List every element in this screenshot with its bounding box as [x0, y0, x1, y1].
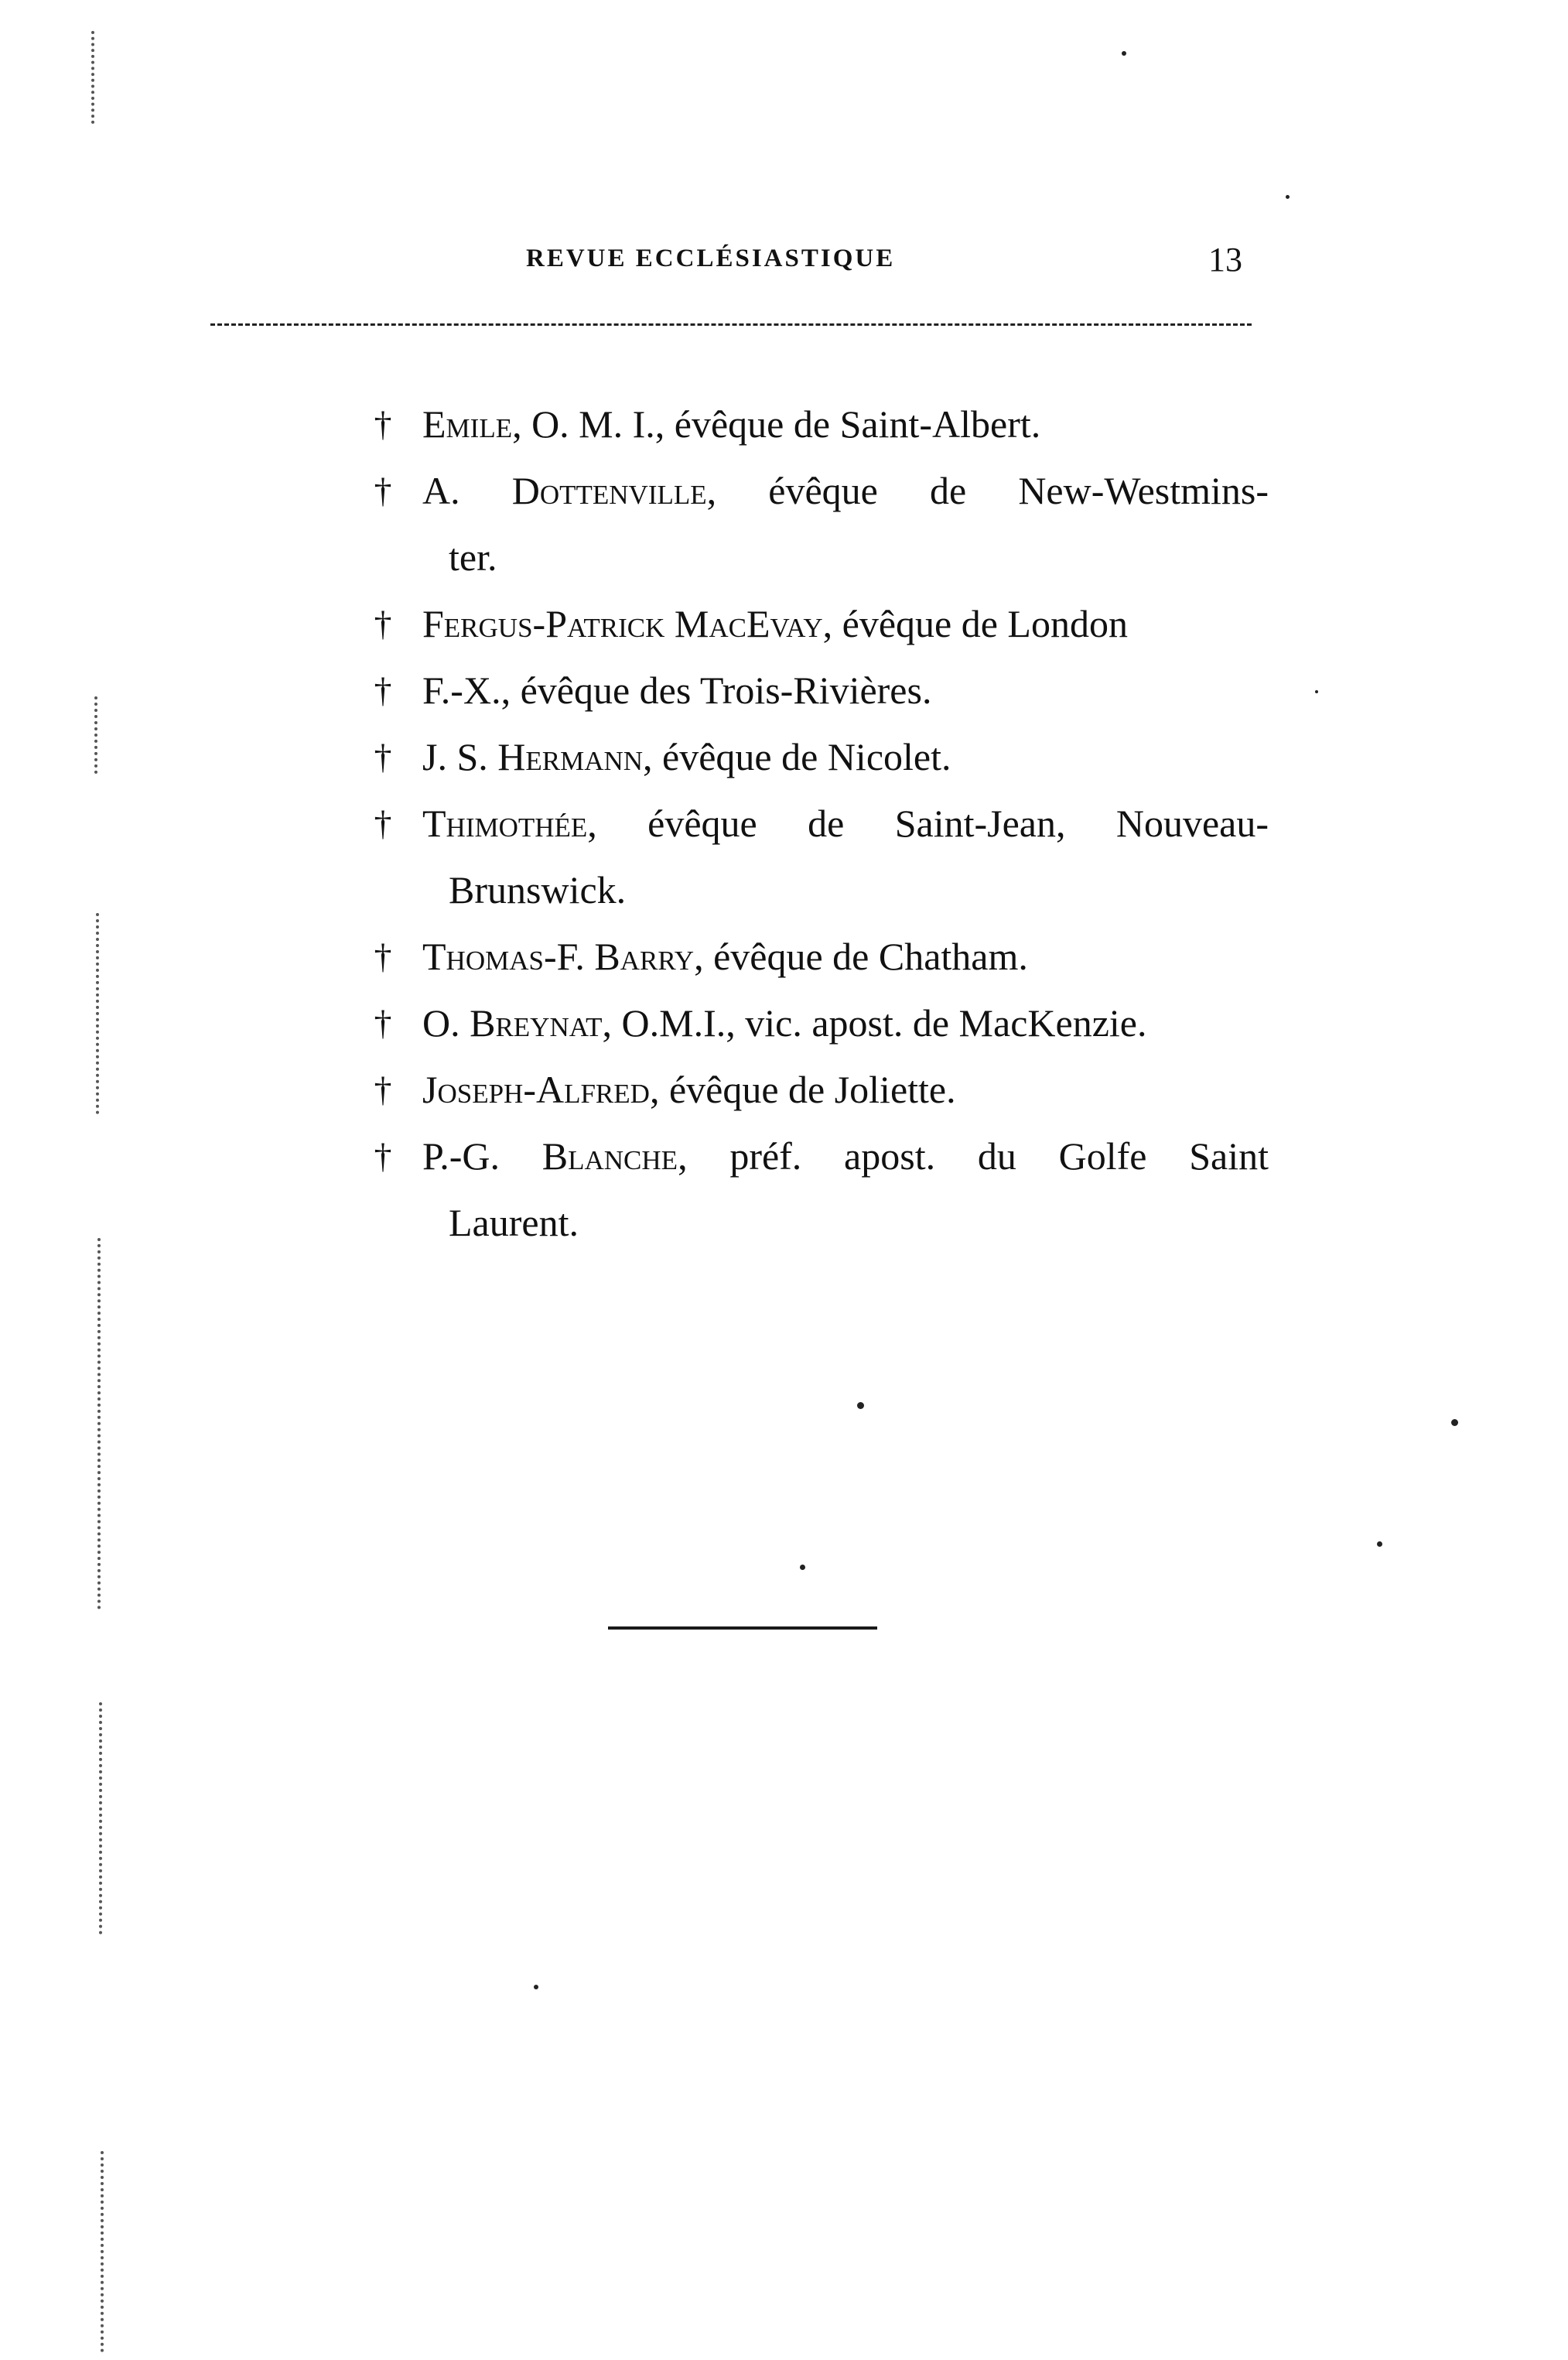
entry-continuation: ter.: [449, 535, 497, 579]
entry-name: Dottenville: [511, 469, 707, 512]
margin-artifact: [97, 1238, 104, 1609]
entry-name: Thomas-F. Barry: [422, 935, 695, 978]
entry-line: [422, 990, 1269, 1056]
list-item: [364, 723, 1269, 790]
list-item: [364, 391, 1269, 457]
header-rule: [210, 323, 1252, 326]
list-item: [364, 790, 1269, 923]
entry-text: , évêque de New-Westmins-: [706, 469, 1269, 512]
entry-name: Joseph-Alfred: [422, 1068, 650, 1111]
entry-line: [422, 590, 1269, 657]
scan-speck: [1315, 690, 1318, 693]
margin-artifact: [101, 2151, 107, 2352]
entry-text: F.-X., évêque des Trois-Rivières.: [422, 669, 932, 712]
entry-prefix: P.-G.: [422, 1134, 542, 1178]
entry-line: [422, 657, 1269, 723]
cross-icon: †: [374, 803, 392, 843]
entry-continuation: Laurent.: [449, 1201, 579, 1244]
entry-text: , évêque de Saint-Jean, Nouveau-: [587, 802, 1269, 845]
entry-line: [422, 391, 1269, 457]
entry-name: Blanche: [541, 1134, 678, 1178]
entry-name: Hermann: [497, 735, 644, 778]
scan-speck: [1122, 51, 1126, 56]
cross-icon: †: [374, 670, 392, 710]
entry-prefix: J. S.: [422, 735, 498, 778]
page-header: [209, 241, 1253, 288]
margin-artifact: [96, 913, 102, 1114]
entry-text: , évêque de London: [822, 602, 1128, 645]
list-item: [364, 990, 1269, 1056]
list-item: [364, 457, 1269, 590]
margin-artifact: [94, 696, 101, 774]
entry-line: [422, 790, 1269, 857]
running-head: REVUE ECCLÉSIASTIQUE: [526, 245, 896, 272]
scan-speck: [534, 1985, 538, 1989]
cross-icon: †: [374, 1136, 392, 1175]
cross-icon: †: [374, 1069, 392, 1109]
entry-line: [422, 457, 1269, 524]
entry-name: Breynat: [470, 1001, 603, 1045]
entry-name: Fergus-Patrick MacEvay: [422, 602, 823, 645]
entry-name: Emile: [422, 402, 513, 446]
bishop-list: [364, 391, 1269, 1256]
page-number: 13: [1208, 241, 1242, 279]
entry-line: [422, 1056, 1269, 1123]
entry-line: [422, 723, 1269, 790]
end-rule: [608, 1626, 877, 1630]
entry-name: Thimothée: [422, 802, 588, 845]
entry-text: , évêque de Chatham.: [694, 935, 1028, 978]
entry-prefix: A.: [422, 469, 512, 512]
scan-speck: [1377, 1541, 1382, 1547]
list-item: [364, 657, 1269, 723]
cross-icon: †: [374, 1003, 392, 1042]
cross-icon: †: [374, 470, 392, 510]
scan-speck: [1286, 195, 1290, 199]
margin-artifact: [99, 1702, 105, 1934]
entry-text: , O. M. I., évêque de Saint-Albert.: [512, 402, 1041, 446]
cross-icon: †: [374, 604, 392, 643]
entry-text: , évêque de Joliette.: [649, 1068, 956, 1111]
list-item: [364, 1123, 1269, 1256]
scan-speck: [800, 1565, 805, 1570]
entry-text: , évêque de Nicolet.: [643, 735, 951, 778]
margin-artifact: [91, 31, 97, 124]
entry-prefix: O.: [422, 1001, 470, 1045]
cross-icon: †: [374, 404, 392, 443]
entry-text: , O.M.I., vic. apost. de MacKenzie.: [602, 1001, 1147, 1045]
entry-text: , préf. apost. du Golfe Saint: [678, 1134, 1269, 1178]
cross-icon: †: [374, 737, 392, 776]
cross-icon: †: [374, 936, 392, 976]
entry-continuation: Brunswick.: [449, 868, 627, 912]
scan-speck: [1451, 1419, 1458, 1426]
scan-speck: [857, 1402, 864, 1409]
list-item: [364, 923, 1269, 990]
list-item: [364, 1056, 1269, 1123]
entry-line: [422, 1123, 1269, 1189]
list-item: [364, 590, 1269, 657]
entry-line: [422, 923, 1269, 990]
